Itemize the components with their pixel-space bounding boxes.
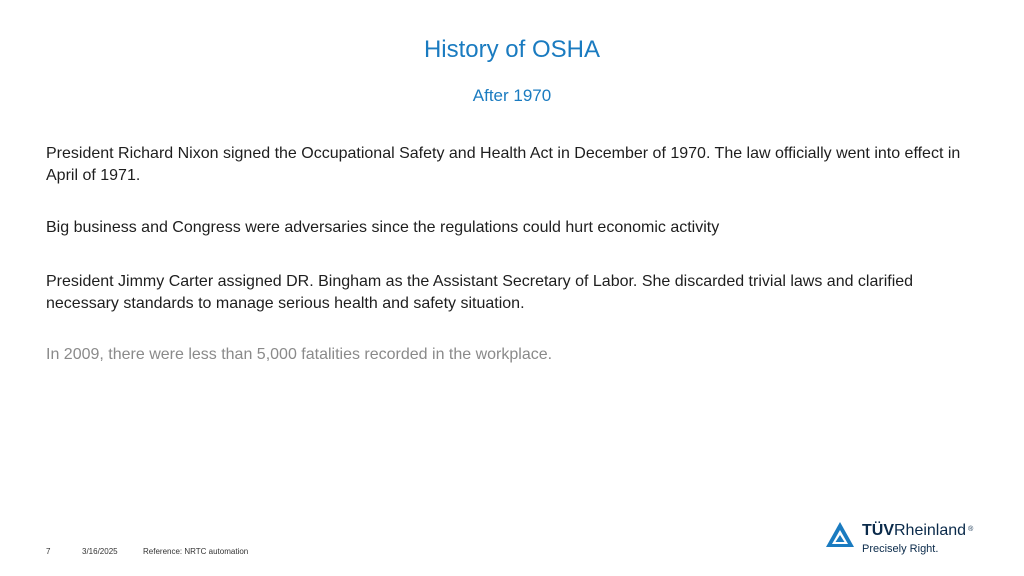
logo-wordmark [862, 522, 973, 540]
registered-mark: ® [968, 526, 974, 533]
logo-brand-bold: TÜV [862, 522, 894, 539]
tuv-rheinland-logo [824, 517, 984, 559]
paragraph-adversaries: Big business and Congress were adversaries since the regulations could hurt economic activity [46, 219, 720, 236]
paragraph-nixon: President Richard Nixon signed the Occupational Safety and Health Act in December of 1970. The law officially went into effect in April of 1971. [46, 145, 961, 184]
paragraph-carter: President Jimmy Carter assigned DR. Bingham as the Assistant Secretary of Labor. She discarded trivial laws and clarified necessary standards to manage serious health and safety situation. [46, 273, 914, 312]
slide-title: History of OSHA [423, 36, 601, 63]
footer-reference: Reference: NRTC automation [143, 547, 249, 556]
logo-brand-rest: Rheinland [894, 522, 967, 539]
logo-tagline: Precisely Right. [862, 543, 939, 555]
page-number: 7 [46, 547, 51, 556]
tuv-triangle-icon [824, 520, 856, 550]
footer-date: 3/16/2025 [82, 547, 118, 556]
paragraph-fatalities: In 2009, there were less than 5,000 fatalities recorded in the workplace. [46, 346, 553, 363]
slide-subtitle: After 1970 [472, 86, 552, 105]
